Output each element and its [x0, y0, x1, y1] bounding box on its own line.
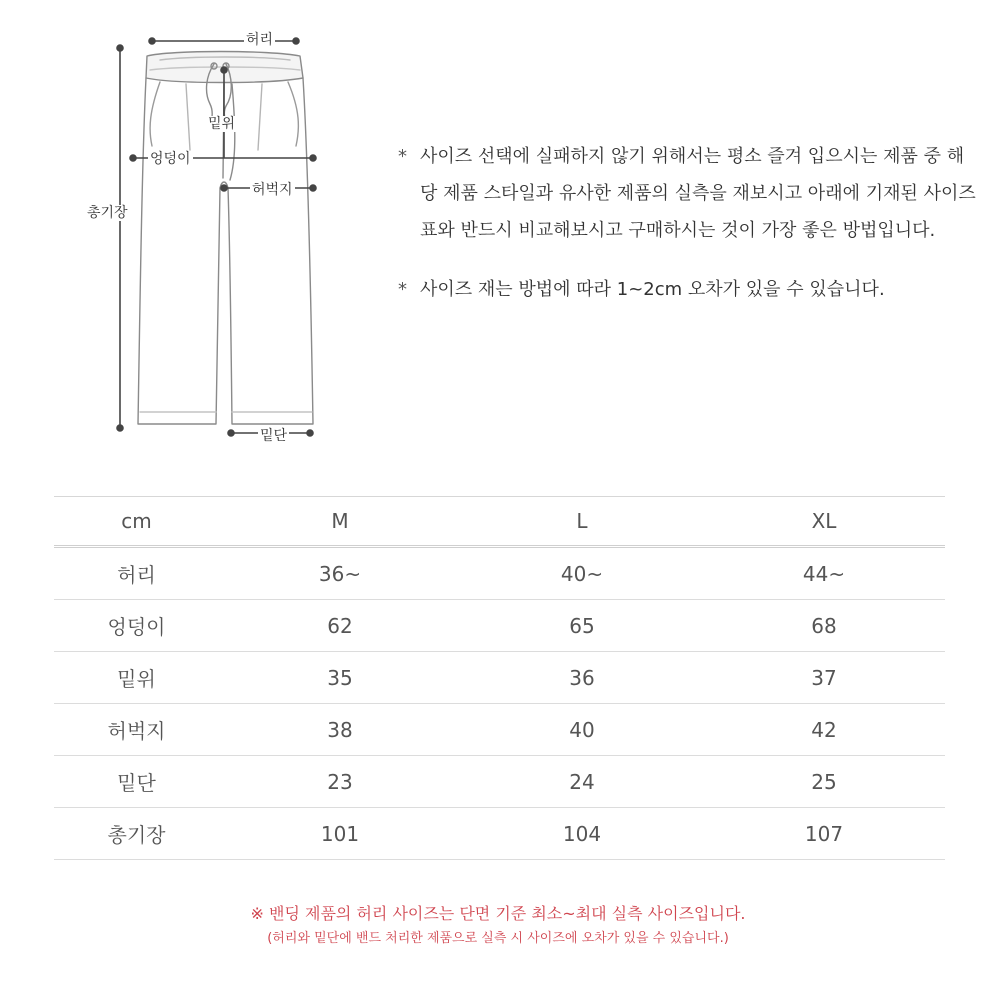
cell-value: 40: [569, 717, 595, 742]
cell-value: 62: [327, 613, 353, 638]
cell-value: 23: [327, 769, 353, 794]
note-marker: *: [398, 146, 407, 167]
cell-value: 42: [811, 717, 837, 742]
waist-label: 허리: [246, 32, 274, 48]
cell-value: 25: [811, 769, 837, 794]
cell-value: 36~: [318, 561, 362, 586]
table-row: [54, 547, 945, 600]
cell-value: 107: [804, 821, 844, 846]
banding-footnote: [0, 900, 996, 950]
cell-value: 36: [569, 665, 595, 690]
total-length-label: 총기장: [87, 205, 128, 221]
cell-value: 44~: [802, 561, 846, 586]
size-header-l: L: [461, 497, 703, 547]
cell-value: 24: [569, 769, 595, 794]
unit-header: cm: [54, 497, 219, 547]
row-label: 밑위: [117, 667, 156, 691]
thigh-label: 허벅지: [252, 182, 293, 198]
cell-value: 38: [327, 717, 353, 742]
row-label: 허리: [117, 563, 156, 587]
note-item: [398, 271, 978, 308]
hip-label: 엉덩이: [150, 151, 191, 167]
note-marker: *: [398, 279, 407, 300]
cell-value: 65: [569, 613, 595, 638]
size-table-header-row: [54, 497, 945, 547]
table-row: [54, 756, 945, 808]
row-label: 총기장: [107, 823, 166, 847]
table-row: [54, 652, 945, 704]
hem-label: 밑단: [260, 428, 288, 444]
size-table: [54, 496, 945, 860]
note-text-measure-tip: 사이즈 선택에 실패하지 않기 위해서는 평소 즐겨 입으시는 제품 중 해당 제품 스타일과 유사한 제품의 실측을 재보시고 아래에 기재된 사이즈표와 반드시 비교해보시고 구매하시는 것이 가장 좋은 방법입니다.: [420, 146, 976, 241]
size-header-xl: XL: [703, 497, 945, 547]
row-label: 허벅지: [107, 719, 166, 743]
cell-value: 35: [327, 665, 353, 690]
note-text-tolerance: 사이즈 재는 방법에 따라 1~2cm 오차가 있을 수 있습니다.: [420, 279, 885, 300]
rise-label: 밑위: [208, 116, 236, 132]
footnote-line-1: ※ 밴딩 제품의 허리 사이즈는 단면 기준 최소~최대 실측 사이즈입니다.: [250, 904, 746, 923]
size-header-m: M: [219, 497, 461, 547]
footnote-line-2: (허리와 밑단에 밴드 처리한 제품으로 실측 시 사이즈에 오차가 있을 수 있습니다.): [267, 931, 729, 946]
row-label: 엉덩이: [107, 615, 166, 639]
table-row: [54, 600, 945, 652]
cell-value: 40~: [560, 561, 604, 586]
table-row: [54, 704, 945, 756]
cell-value: 104: [562, 821, 602, 846]
table-row: [54, 808, 945, 860]
row-label: 밑단: [117, 771, 156, 795]
size-notes: [398, 138, 978, 308]
cell-value: 101: [320, 821, 360, 846]
cell-value: 68: [811, 613, 837, 638]
cell-value: 37: [811, 665, 837, 690]
note-item: [398, 138, 978, 249]
